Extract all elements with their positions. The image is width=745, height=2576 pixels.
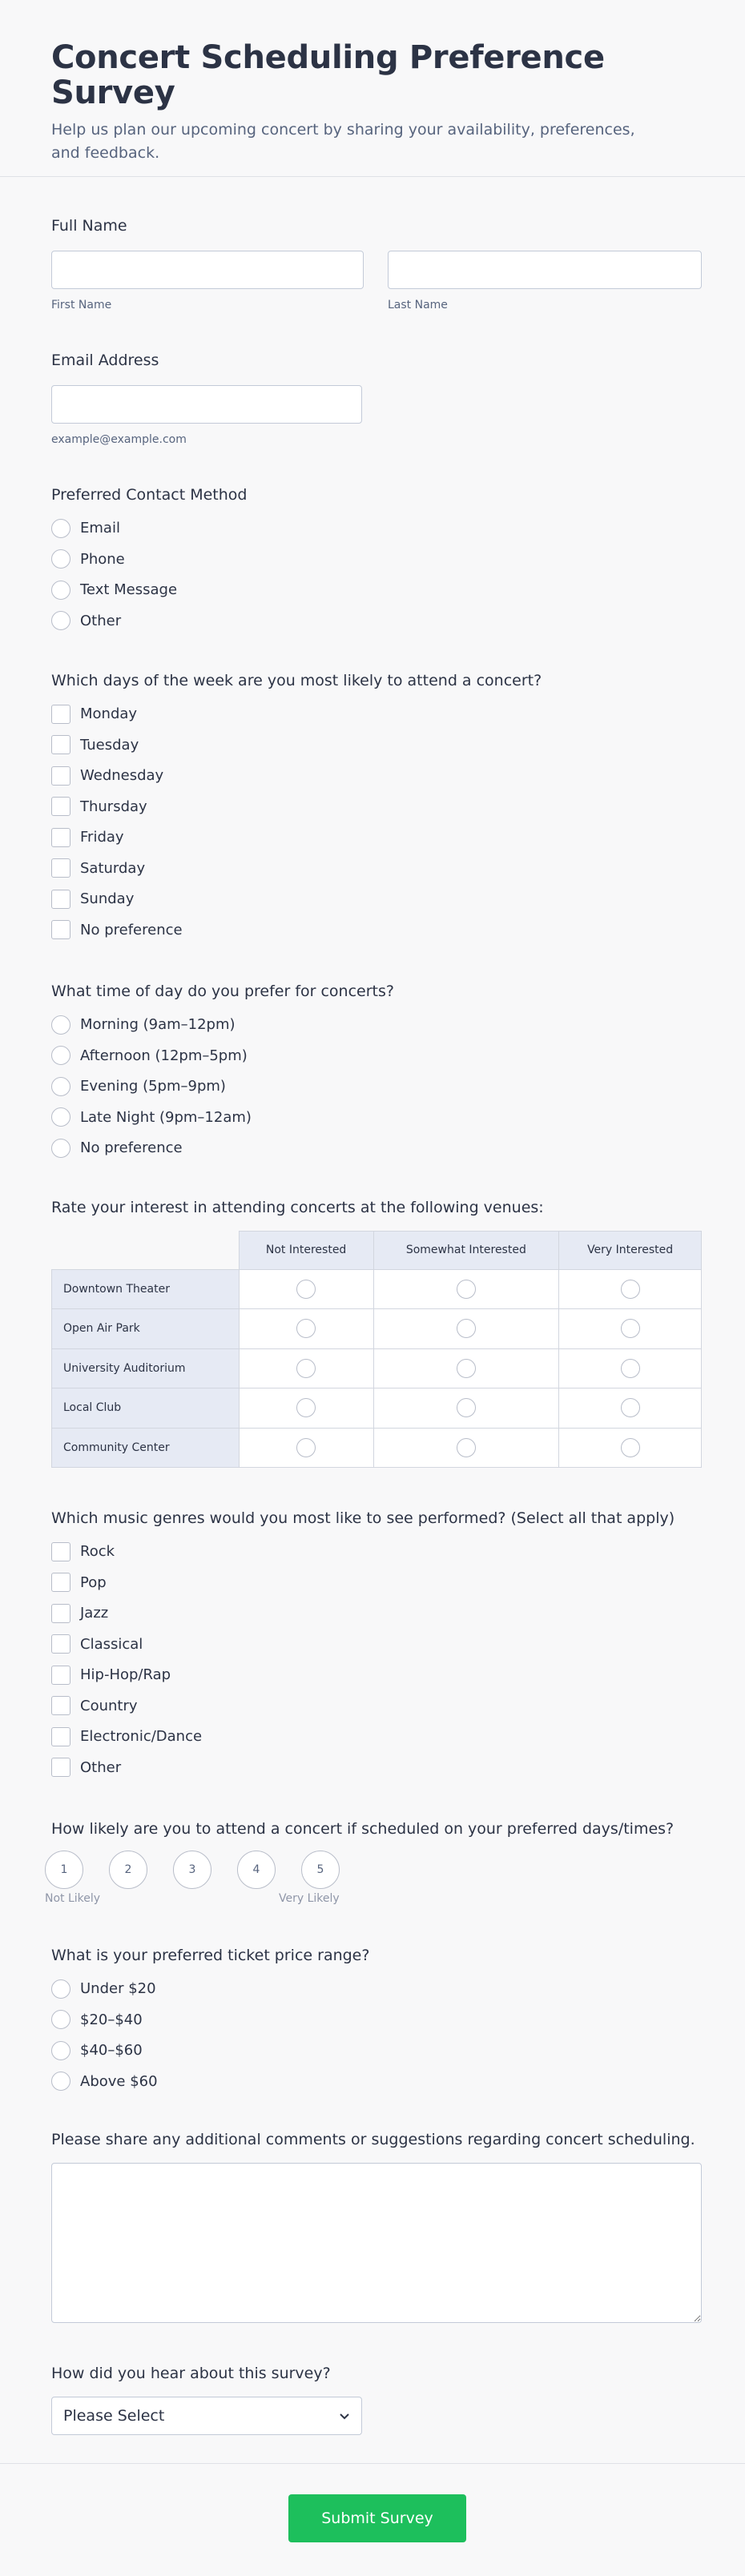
day-option[interactable] [51, 914, 542, 946]
genre-option-label: Jazz [80, 1605, 109, 1622]
day-option[interactable] [51, 791, 542, 822]
matrix-row-label: Open Air Park [52, 1309, 240, 1349]
matrix-radio-button[interactable] [296, 1438, 316, 1457]
time-of-day-option[interactable] [51, 1102, 394, 1133]
genre-option[interactable] [51, 1690, 675, 1722]
radio-button[interactable] [51, 1046, 70, 1065]
contact-method-option[interactable] [51, 513, 247, 545]
price-option[interactable] [51, 1974, 369, 2005]
matrix-row [52, 1269, 702, 1309]
radio-button[interactable] [51, 519, 70, 538]
venues-matrix [51, 1231, 702, 1469]
matrix-cell [559, 1428, 702, 1468]
page-description: Help us plan our upcoming concert by sharing your availability, preferences, and feedback. [51, 121, 635, 163]
price-option-label: $40–$60 [80, 2042, 143, 2060]
matrix-cell [373, 1388, 559, 1429]
referral-question [51, 2364, 362, 2435]
price-option-label: Above $60 [80, 2072, 158, 2090]
matrix-row-label: Community Center [52, 1428, 240, 1468]
matrix-cell [239, 1309, 373, 1349]
time-of-day-option-label: No preference [80, 1139, 183, 1157]
checkbox[interactable] [51, 797, 70, 816]
matrix-column-header: Not Interested [239, 1231, 373, 1269]
matrix-row-label: Downtown Theater [52, 1269, 240, 1309]
scale-option[interactable]: 3 [173, 1851, 211, 1889]
time-of-day-option[interactable] [51, 1010, 394, 1041]
genre-option-label: Hip-Hop/Rap [80, 1666, 171, 1684]
first-name-sublabel: First Name [51, 298, 112, 311]
days-options [51, 699, 542, 946]
scale-option[interactable]: 5 [301, 1851, 340, 1889]
last-name-sublabel: Last Name [388, 298, 448, 311]
matrix-cell [239, 1348, 373, 1388]
time-of-day-option[interactable] [51, 1040, 394, 1071]
matrix-row [52, 1428, 702, 1468]
checkbox[interactable] [51, 1696, 70, 1715]
checkbox[interactable] [51, 766, 70, 786]
genre-option[interactable] [51, 1722, 675, 1753]
venues-question [51, 1198, 702, 1468]
day-option-label: Sunday [80, 890, 135, 908]
matrix-column-header: Very Interested [559, 1231, 702, 1269]
price-option[interactable] [51, 2004, 369, 2035]
day-option-label: Thursday [80, 798, 147, 815]
matrix-radio-button[interactable] [457, 1438, 476, 1457]
time-of-day-question [51, 982, 394, 1163]
matrix-radio-button[interactable] [457, 1319, 476, 1338]
matrix-radio-button[interactable] [296, 1359, 316, 1378]
matrix-cell [373, 1269, 559, 1309]
time-of-day-option-label: Morning (9am–12pm) [80, 1016, 236, 1034]
checkbox[interactable] [51, 920, 70, 939]
matrix-cell [559, 1388, 702, 1429]
genre-option[interactable] [51, 1660, 675, 1691]
matrix-cell [559, 1309, 702, 1349]
matrix-corner [52, 1231, 240, 1269]
matrix-radio-button[interactable] [621, 1438, 640, 1457]
venues-label: Rate your interest in attending concerts at the following venues: [51, 1199, 544, 1216]
radio-button[interactable] [51, 1077, 70, 1096]
checkbox[interactable] [51, 890, 70, 909]
price-options [51, 1974, 369, 2097]
genres-label: Which music genres would you most like to see performed? (Select all that apply) [51, 1509, 675, 1527]
price-option-label: $20–$40 [80, 2011, 143, 2028]
genre-option[interactable] [51, 1537, 675, 1568]
price-option[interactable] [51, 2035, 369, 2067]
radio-button[interactable] [51, 1015, 70, 1035]
matrix-cell [373, 1348, 559, 1388]
form-header [0, 0, 745, 177]
radio-button[interactable] [51, 1107, 70, 1127]
referral-dropdown[interactable] [51, 2397, 362, 2435]
contact-method-option[interactable] [51, 605, 247, 637]
day-option-label: Wednesday [80, 767, 164, 785]
genre-option[interactable] [51, 1567, 675, 1598]
contact-method-option-label: Phone [80, 550, 125, 568]
checkbox[interactable] [51, 735, 70, 754]
likelihood-label: How likely are you to attend a concert if scheduled on your preferred days/times? [51, 1820, 675, 1838]
checkbox[interactable] [51, 1666, 70, 1685]
checkbox[interactable] [51, 1727, 70, 1746]
genre-option-label: Country [80, 1697, 138, 1714]
submit-button[interactable]: Submit Survey [288, 2494, 466, 2542]
referral-selected-value: Please Select [63, 2406, 165, 2425]
genre-option-label: Pop [80, 1573, 107, 1591]
matrix-radio-button[interactable] [621, 1319, 640, 1338]
days-label: Which days of the week are you most likely to attend a concert? [51, 672, 542, 689]
matrix-cell [239, 1388, 373, 1429]
day-option[interactable] [51, 822, 542, 854]
matrix-cell [559, 1269, 702, 1309]
matrix-cell [239, 1269, 373, 1309]
radio-button[interactable] [51, 1979, 70, 1999]
matrix-row-label: University Auditorium [52, 1348, 240, 1388]
matrix-row-label: Local Club [52, 1388, 240, 1429]
day-option-label: Tuesday [80, 736, 139, 754]
contact-method-question [51, 485, 247, 637]
day-option[interactable] [51, 884, 542, 915]
matrix-cell [559, 1348, 702, 1388]
comments-label: Please share any additional comments or suggestions regarding concert scheduling. [51, 2131, 695, 2148]
email-question [51, 351, 372, 446]
radio-button[interactable] [51, 611, 70, 630]
scale-high-label: Very Likely [279, 1891, 340, 1905]
contact-method-options [51, 513, 247, 637]
last-name-field[interactable] [388, 251, 702, 289]
matrix-radio-button[interactable] [621, 1359, 640, 1378]
email-label: Email Address [51, 352, 159, 369]
matrix-column-header: Somewhat Interested [373, 1231, 559, 1269]
matrix-radio-button[interactable] [621, 1280, 640, 1299]
contact-method-option[interactable] [51, 544, 247, 575]
radio-button[interactable] [51, 1139, 70, 1158]
time-of-day-option-label: Afternoon (12pm–5pm) [80, 1047, 248, 1064]
genre-option-label: Electronic/Dance [80, 1728, 203, 1746]
form-footer [0, 2463, 745, 2576]
time-of-day-option[interactable] [51, 1071, 394, 1103]
contact-method-option-label: Other [80, 612, 122, 629]
likelihood-scale [45, 1851, 674, 1889]
matrix-radio-button[interactable] [296, 1398, 316, 1417]
genre-option[interactable] [51, 1752, 675, 1783]
radio-button[interactable] [51, 2041, 70, 2060]
radio-button[interactable] [51, 549, 70, 569]
genres-options [51, 1537, 675, 1783]
contact-method-option[interactable] [51, 575, 247, 606]
comments-question [51, 2130, 702, 2326]
checkbox[interactable] [51, 705, 70, 724]
full-name-question [51, 216, 702, 311]
matrix-row [52, 1348, 702, 1388]
day-option-label: Friday [80, 829, 124, 846]
time-of-day-options [51, 1010, 394, 1164]
scale-option[interactable]: 4 [237, 1851, 276, 1889]
matrix-row [52, 1309, 702, 1349]
genre-option-label: Rock [80, 1543, 115, 1561]
contact-method-option-label: Text Message [80, 581, 178, 599]
matrix-cell [373, 1309, 559, 1349]
day-option[interactable] [51, 699, 542, 730]
day-option-label: Monday [80, 705, 138, 723]
referral-label: How did you hear about this survey? [51, 2365, 331, 2382]
first-name-field[interactable] [51, 251, 364, 289]
scale-option[interactable]: 1 [45, 1851, 83, 1889]
radio-button[interactable] [51, 2072, 70, 2091]
matrix-row [52, 1388, 702, 1429]
radio-button[interactable] [51, 581, 70, 600]
day-option[interactable] [51, 729, 542, 761]
checkbox[interactable] [51, 1634, 70, 1654]
matrix-radio-button[interactable] [457, 1398, 476, 1417]
chevron-down-icon [339, 2407, 350, 2425]
full-name-label: Full Name [51, 217, 127, 235]
matrix-cell [239, 1428, 373, 1468]
likelihood-question [45, 1819, 674, 1908]
genres-question [51, 1509, 675, 1783]
time-of-day-option-label: Evening (5pm–9pm) [80, 1078, 226, 1095]
checkbox[interactable] [51, 1573, 70, 1592]
scale-low-label: Not Likely [45, 1891, 101, 1905]
genre-option-label: Other [80, 1758, 122, 1776]
matrix-cell [373, 1428, 559, 1468]
day-option-label: Saturday [80, 859, 146, 877]
day-option-label: No preference [80, 921, 183, 938]
checkbox[interactable] [51, 1604, 70, 1623]
price-option-label: Under $20 [80, 1980, 156, 1998]
checkbox[interactable] [51, 1542, 70, 1561]
matrix-radio-button[interactable] [296, 1319, 316, 1338]
matrix-radio-button[interactable] [457, 1280, 476, 1299]
matrix-radio-button[interactable] [621, 1398, 640, 1417]
email-field[interactable] [51, 385, 362, 424]
time-of-day-option-label: Late Night (9pm–12am) [80, 1108, 252, 1126]
time-of-day-label: What time of day do you prefer for concerts? [51, 983, 394, 1000]
day-option[interactable] [51, 853, 542, 884]
checkbox[interactable] [51, 1758, 70, 1777]
genre-option[interactable] [51, 1629, 675, 1660]
matrix-radio-button[interactable] [457, 1359, 476, 1378]
scale-option[interactable]: 2 [109, 1851, 147, 1889]
checkbox[interactable] [51, 858, 70, 878]
email-sublabel: example@example.com [51, 432, 187, 446]
price-label: What is your preferred ticket price range? [51, 1947, 370, 1964]
radio-button[interactable] [51, 2010, 70, 2029]
page-title: Concert Scheduling Preference Survey [51, 39, 605, 111]
genre-option[interactable] [51, 1598, 675, 1630]
price-question [51, 1946, 369, 2097]
days-question [51, 671, 542, 946]
contact-method-label: Preferred Contact Method [51, 486, 248, 504]
genre-option-label: Classical [80, 1635, 143, 1653]
day-option[interactable] [51, 761, 542, 792]
time-of-day-option[interactable] [51, 1133, 394, 1164]
checkbox[interactable] [51, 828, 70, 847]
matrix-radio-button[interactable] [296, 1280, 316, 1299]
price-option[interactable] [51, 2066, 369, 2097]
contact-method-option-label: Email [80, 520, 120, 537]
comments-textarea[interactable] [51, 2163, 702, 2323]
